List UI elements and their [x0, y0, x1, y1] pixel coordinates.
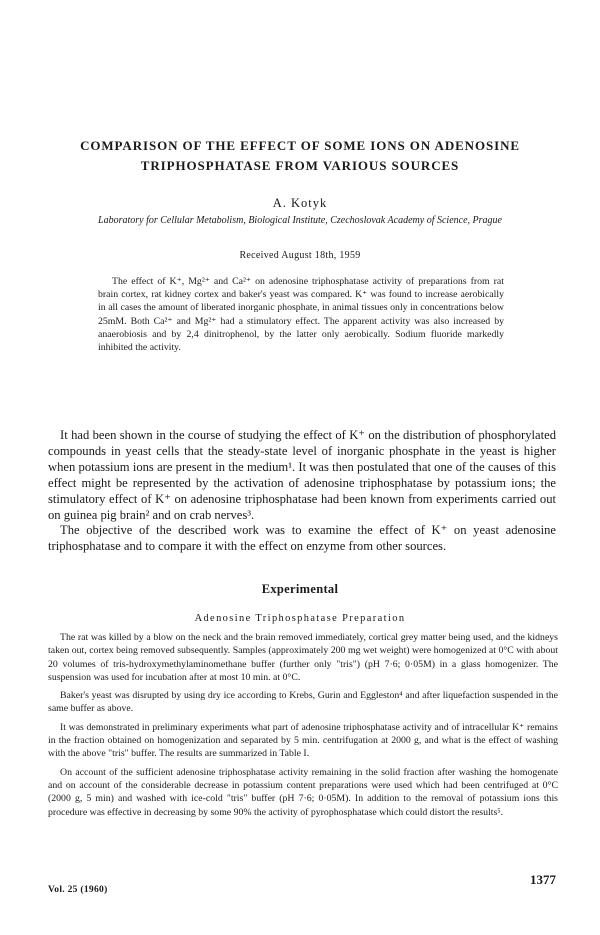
affiliation: Laboratory for Cellular Metabolism, Biological Institute, Czechoslovak Academy of Science, Prague: [98, 215, 502, 226]
introduction: [48, 428, 556, 555]
paper-title: COMPARISON OF THE EFFECT OF SOME IONS ON ADENOSINE TRIPHOSPHATASE FROM VARIOUS SOURCES: [80, 138, 520, 173]
body-paragraph: It was demonstrated in preliminary experiments what part of adenosine triphosphatase activity and of intracellular K⁺ remains in the fraction obtained on homogenization and separated by 5 min. centrifugation at 2000 g, and what is the effect of washing with the above "tris" buffer. The results are summarized in Table I.: [48, 721, 558, 760]
journal-volume: Vol. 25 (1960): [48, 885, 108, 895]
abstract: The effect of K⁺, Mg²⁺ and Ca²⁺ on adenosine triphosphatase activity of preparations from rat brain cortex, rat kidney cortex and baker's yeast was compared. K⁺ was found to increase aerobically in all cases the amount of liberated inorganic phosphate, in animal tissues only in concentrations below 25mM. Both Ca²⁺ and Mg²⁺ had a stimulatory effect. The apparent activity was also increased by anaerobiosis and by 2,4 dinitrophenol, by the latter only aerobically. Sodium fluoride markedly inhibited the activity.: [98, 276, 504, 354]
section-heading: Experimental: [261, 582, 339, 596]
body-paragraph: Baker's yeast was disrupted by using dry ice according to Krebs, Gurin and Eggleston⁴ and after liquefaction suspended in the same buffer as above.: [48, 690, 558, 715]
section-body: [48, 631, 558, 824]
body-paragraph: On account of the sufficient adenosine triphosphatase activity remaining in the solid fraction after washing the homogenate and on account of the considerable decrease in potassium content preparations were used which had been centrifuged at 0°C (2000 g, 5 min) and washed with ice-cold "tris" buffer (pH 7·6; 0·05M). In addition to the removal of potassium ions this procedure was effective in decreasing by some 90% the activity of pyrophosphatase which could distort the results⁵.: [48, 766, 558, 818]
intro-paragraph: It had been shown in the course of studying the effect of K⁺ on the distribution of phosphorylated compounds in yeast cells that the steady-state level of inorganic phosphate in the yeast is higher when potassium ions are present in the medium¹. It was then postulated that one of the causes of this effect might be represented by the activation of adenosine triphosphatase by potassium ions; the stimulatory effect of K⁺ on adenosine triphosphatase had been known from experiments carried out on guinea pig brain² and on crab nerves³.: [48, 428, 556, 522]
subsection-heading: Adenosine Triphosphatase Preparation: [194, 613, 406, 624]
page-number: 1377: [530, 872, 556, 887]
received-date: Received August 18th, 1959: [239, 250, 361, 261]
author-name: A. Kotyk: [272, 196, 328, 210]
body-paragraph: The rat was killed by a blow on the neck and the brain removed immediately, cortical grey matter being used, and the kidneys taken out, cortex being removed subsequently. Samples (approximately 200 mg wet weight) were homogenized at 0°C with about 20 volumes of tris-hydroxymethylaminomethane buffer (further only "tris") (pH 7·6; 0·05M) in a glass homogenizer. The suspension was used for incubation after at most 10 min. at 0°C.: [48, 632, 558, 683]
intro-paragraph: The objective of the described work was to examine the effect of K⁺ on yeast adenosine triphosphatase and to compare it with the effect on enzyme from other sources.: [48, 523, 556, 554]
